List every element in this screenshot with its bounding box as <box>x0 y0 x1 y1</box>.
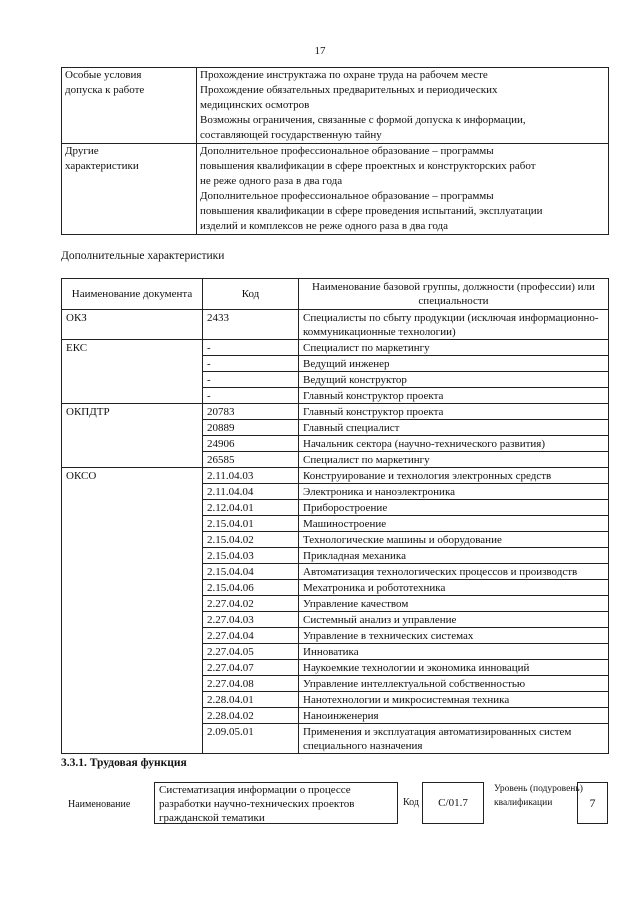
classifier-doc <box>62 436 203 452</box>
label-line: допуска к работе <box>65 84 145 96</box>
text-line: Дополнительное профессиональное образование – программы <box>200 145 494 157</box>
classifier-code: - <box>203 356 299 372</box>
table-row <box>62 404 609 420</box>
classifier-name: Специалист по маркетингу <box>299 340 609 356</box>
text-line: повышения квалификации в сфере проектных и конструкторских работ <box>200 160 536 172</box>
classifier-name: Специалисты по сбыту продукции (исключая информационно-коммуникационные технологии) <box>299 310 609 340</box>
table-row <box>62 436 609 452</box>
table-row <box>62 144 609 235</box>
classifier-doc: ОКПДТР <box>62 404 203 420</box>
classifier-name: Наноинженерия <box>299 708 609 724</box>
table-row <box>62 388 609 404</box>
text-line: Прохождение обязательных предварительных и периодических <box>200 84 498 96</box>
classifier-doc <box>62 596 203 612</box>
classifier-code: 26585 <box>203 452 299 468</box>
classifier-doc <box>62 660 203 676</box>
classifier-doc <box>62 580 203 596</box>
table-row <box>62 356 609 372</box>
condition-text <box>197 68 609 144</box>
classifier-doc <box>62 564 203 580</box>
classifier-code: 2.09.05.01 <box>203 724 299 754</box>
classifier-doc <box>62 724 203 754</box>
classifier-code: 2.15.04.04 <box>203 564 299 580</box>
classifier-name: Ведущий конструктор <box>299 372 609 388</box>
classifier-doc <box>62 484 203 500</box>
label-line: характеристики <box>65 160 139 172</box>
classifier-name: Управление интеллектуальной собственностью <box>299 676 609 692</box>
function-name-label: Наименование <box>68 799 131 810</box>
conditions-table <box>61 67 609 235</box>
classifier-name: Электроника и наноэлектроника <box>299 484 609 500</box>
classifier-code: - <box>203 388 299 404</box>
table-row <box>62 516 609 532</box>
classifier-name: Главный специалист <box>299 420 609 436</box>
classifier-doc <box>62 676 203 692</box>
classifier-doc <box>62 516 203 532</box>
classifier-doc <box>62 548 203 564</box>
classifier-code: 2.11.04.03 <box>203 468 299 484</box>
classifier-code: 2.15.04.06 <box>203 580 299 596</box>
classifier-code: 2.27.04.02 <box>203 596 299 612</box>
classifier-name: Нанотехнологии и микросистемная техника <box>299 692 609 708</box>
classifier-doc: ОКЗ <box>62 310 203 340</box>
header-doc-name: Наименование документа <box>62 279 203 310</box>
classifier-code: 2.15.04.01 <box>203 516 299 532</box>
condition-label <box>62 68 197 144</box>
text-line: повышения квалификации в сфере проведения испытаний, эксплуатации <box>200 205 543 217</box>
classifier-doc <box>62 612 203 628</box>
classifier-doc <box>62 452 203 468</box>
label-line: Другие <box>65 145 99 157</box>
table-row <box>62 68 609 144</box>
label-line: Особые условия <box>65 69 142 81</box>
classifier-table <box>61 278 609 754</box>
classifier-name: Автоматизация технологических процессов и производств <box>299 564 609 580</box>
classifier-code: 2.12.04.01 <box>203 500 299 516</box>
text-line: медицинских осмотров <box>200 99 310 111</box>
classifier-name: Управление качеством <box>299 596 609 612</box>
classifier-doc <box>62 420 203 436</box>
table-row <box>62 420 609 436</box>
table-row <box>62 692 609 708</box>
text-line: изделий и комплексов не реже одного раза в два года <box>200 220 448 232</box>
text-line: Возможны ограничения, связанные с формой допуска к информации, <box>200 114 526 126</box>
classifier-code: 2.15.04.02 <box>203 532 299 548</box>
text-line: Дополнительное профессиональное образование – программы <box>200 190 494 202</box>
table-row <box>62 708 609 724</box>
classifier-code: 2.27.04.05 <box>203 644 299 660</box>
text-line: Прохождение инструктажа по охране труда на рабочем месте <box>200 69 488 81</box>
condition-label <box>62 144 197 235</box>
classifier-name: Прикладная механика <box>299 548 609 564</box>
classifier-code: 2.28.04.01 <box>203 692 299 708</box>
classifier-doc <box>62 708 203 724</box>
function-code-label: Код <box>403 797 419 808</box>
classifier-code: 2.28.04.02 <box>203 708 299 724</box>
classifier-name: Главный конструктор проекта <box>299 404 609 420</box>
table-row <box>62 580 609 596</box>
table-row <box>62 484 609 500</box>
table-row <box>62 676 609 692</box>
function-level-value: 7 <box>577 782 608 824</box>
table-row <box>62 500 609 516</box>
classifier-doc <box>62 532 203 548</box>
classifier-code: - <box>203 372 299 388</box>
classifier-code: 2433 <box>203 310 299 340</box>
classifier-code: 2.15.04.03 <box>203 548 299 564</box>
classifier-code: 2.27.04.07 <box>203 660 299 676</box>
classifier-code: 2.27.04.03 <box>203 612 299 628</box>
classifier-name: Приборостроение <box>299 500 609 516</box>
classifier-doc: ЕКС <box>62 340 203 356</box>
section-label: Дополнительные характеристики <box>61 250 225 262</box>
classifier-code: 2.11.04.04 <box>203 484 299 500</box>
classifier-doc <box>62 388 203 404</box>
function-name-value: Систематизация информации о процессе разработки научно-технических проектов гражданской тематики <box>154 782 398 824</box>
classifier-doc <box>62 356 203 372</box>
table-row <box>62 340 609 356</box>
table-row <box>62 660 609 676</box>
classifier-name: Конструирование и технология электронных средств <box>299 468 609 484</box>
table-row <box>62 532 609 548</box>
classifier-name: Начальник сектора (научно-технического развития) <box>299 436 609 452</box>
classifier-doc <box>62 692 203 708</box>
table-row <box>62 452 609 468</box>
header-group-name: Наименование базовой группы, должности (профессии) или специальности <box>299 279 609 310</box>
function-code-value: C/01.7 <box>422 782 484 824</box>
classifier-code: 24906 <box>203 436 299 452</box>
classifier-name: Применения и эксплуатация автоматизированных систем специального назначения <box>299 724 609 754</box>
page-number: 17 <box>314 45 326 57</box>
classifier-code: - <box>203 340 299 356</box>
classifier-doc <box>62 644 203 660</box>
classifier-code: 2.27.04.04 <box>203 628 299 644</box>
table-row <box>62 628 609 644</box>
classifier-name: Машиностроение <box>299 516 609 532</box>
table-row <box>62 596 609 612</box>
text-line: не реже одного раза в два года <box>200 175 343 187</box>
classifier-doc: ОКСО <box>62 468 203 484</box>
classifier-doc <box>62 500 203 516</box>
condition-text <box>197 144 609 235</box>
classifier-name: Инноватика <box>299 644 609 660</box>
table-row <box>62 724 609 754</box>
classifier-name: Управление в технических системах <box>299 628 609 644</box>
classifier-name: Главный конструктор проекта <box>299 388 609 404</box>
table-row <box>62 310 609 340</box>
function-heading: 3.3.1. Трудовая функция <box>61 757 187 769</box>
table-row <box>62 468 609 484</box>
table-row <box>62 564 609 580</box>
table-header-row <box>62 279 609 310</box>
classifier-name: Наукоемкие технологии и экономика инноваций <box>299 660 609 676</box>
classifier-name: Специалист по маркетингу <box>299 452 609 468</box>
table-row <box>62 548 609 564</box>
text-line: составляющей государственную тайну <box>200 129 382 141</box>
classifier-name: Мехатроника и робототехника <box>299 580 609 596</box>
classifier-name: Технологические машины и оборудование <box>299 532 609 548</box>
table-row <box>62 644 609 660</box>
header-code: Код <box>203 279 299 310</box>
classifier-code: 20783 <box>203 404 299 420</box>
classifier-name: Ведущий инженер <box>299 356 609 372</box>
table-row <box>62 372 609 388</box>
classifier-doc <box>62 628 203 644</box>
table-row <box>62 612 609 628</box>
classifier-name: Системный анализ и управление <box>299 612 609 628</box>
classifier-code: 2.27.04.08 <box>203 676 299 692</box>
classifier-code: 20889 <box>203 420 299 436</box>
classifier-doc <box>62 372 203 388</box>
function-level-label: Уровень (подуровень) квалификации <box>494 784 583 808</box>
